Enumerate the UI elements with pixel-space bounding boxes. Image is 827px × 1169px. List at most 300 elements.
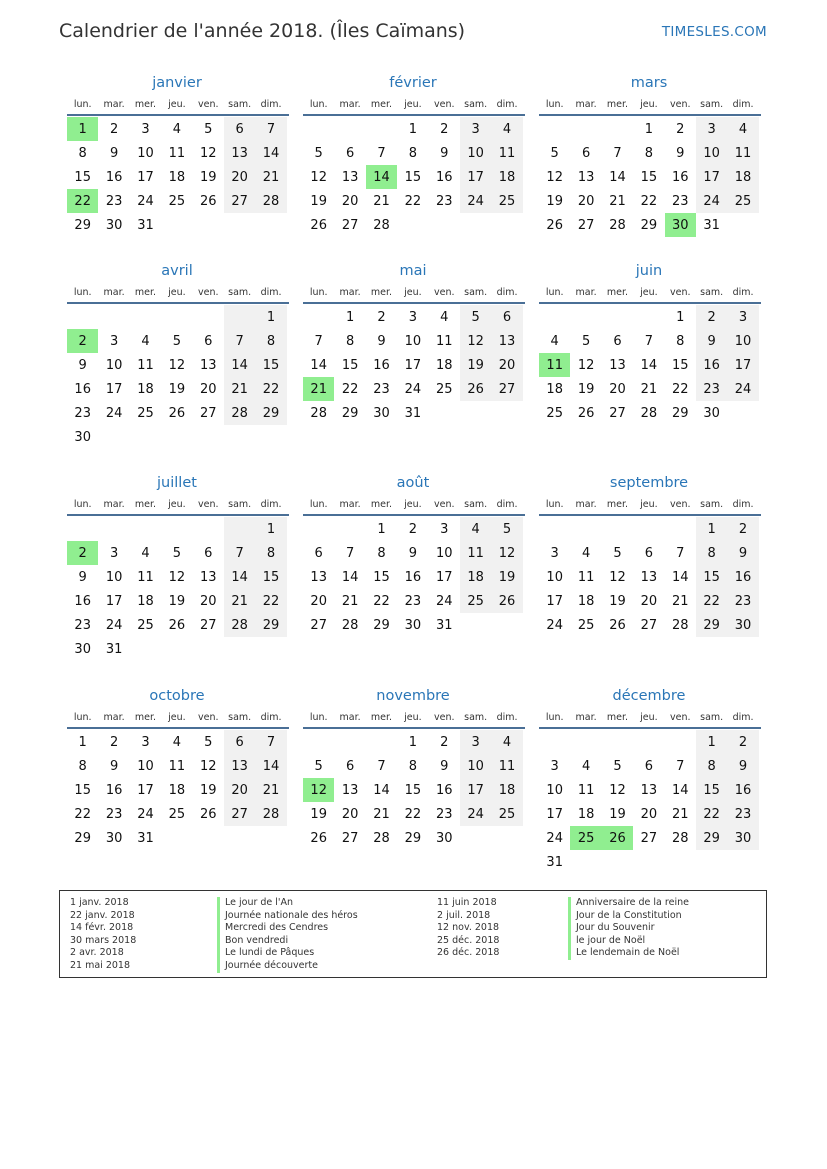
day-cell[interactable]: 14: [341, 569, 359, 585]
day-cell[interactable]: 13: [609, 357, 626, 373]
day-cell[interactable]: 4: [440, 309, 449, 325]
day-cell[interactable]: 8: [644, 145, 653, 161]
day-cell[interactable]: 25: [546, 405, 563, 421]
day-cell[interactable]: 11: [539, 353, 570, 377]
day-cell[interactable]: 20: [199, 593, 217, 609]
day-cell[interactable]: 11: [727, 141, 758, 165]
day-cell[interactable]: 20: [609, 381, 626, 397]
day-cell[interactable]: 2: [408, 521, 417, 537]
day-cell[interactable]: 7: [255, 117, 286, 141]
day-cell[interactable]: 18: [460, 565, 491, 589]
day-cell[interactable]: 26: [168, 405, 186, 421]
day-cell[interactable]: 21: [224, 589, 255, 613]
day-cell[interactable]: 18: [137, 593, 154, 609]
day-cell[interactable]: 3: [109, 333, 119, 349]
day-cell[interactable]: 8: [255, 541, 286, 565]
day-cell[interactable]: 22: [671, 381, 689, 397]
day-cell[interactable]: 11: [435, 333, 453, 349]
day-cell[interactable]: 28: [640, 405, 658, 421]
day-cell[interactable]: 29: [373, 617, 390, 633]
day-cell[interactable]: 18: [491, 165, 522, 189]
day-cell[interactable]: 24: [137, 806, 154, 822]
day-cell[interactable]: 14: [224, 565, 255, 589]
day-cell[interactable]: 4: [141, 333, 150, 349]
day-cell[interactable]: 3: [440, 521, 449, 537]
day-cell[interactable]: 12: [609, 569, 626, 585]
day-cell[interactable]: 16: [373, 357, 390, 373]
day-cell[interactable]: 19: [168, 593, 186, 609]
day-cell[interactable]: 14: [671, 569, 689, 585]
day-cell[interactable]: 9: [696, 329, 727, 353]
day-cell[interactable]: 9: [109, 145, 119, 161]
day-cell[interactable]: 20: [310, 593, 327, 609]
day-cell[interactable]: 15: [404, 782, 422, 798]
day-cell[interactable]: 7: [613, 145, 622, 161]
day-cell[interactable]: 5: [613, 545, 622, 561]
day-cell[interactable]: 30: [373, 405, 390, 421]
day-cell[interactable]: 10: [137, 145, 154, 161]
day-cell[interactable]: 27: [310, 617, 327, 633]
day-cell[interactable]: 11: [137, 569, 154, 585]
day-cell[interactable]: 23: [105, 806, 123, 822]
day-cell[interactable]: 10: [105, 569, 123, 585]
day-cell[interactable]: 29: [696, 826, 727, 850]
day-cell[interactable]: 12: [168, 357, 186, 373]
day-cell[interactable]: 16: [696, 353, 727, 377]
day-cell[interactable]: 12: [546, 169, 563, 185]
day-cell[interactable]: 6: [345, 758, 355, 774]
day-cell[interactable]: 17: [137, 169, 154, 185]
day-cell[interactable]: 26: [609, 617, 626, 633]
day-cell[interactable]: 1: [696, 517, 727, 541]
day-cell[interactable]: 31: [703, 217, 720, 233]
day-cell[interactable]: 24: [696, 189, 727, 213]
day-cell[interactable]: 29: [404, 830, 422, 846]
day-cell[interactable]: 24: [460, 802, 491, 826]
day-cell[interactable]: 10: [460, 754, 491, 778]
day-cell[interactable]: 28: [373, 217, 390, 233]
day-cell[interactable]: 5: [204, 734, 213, 750]
day-cell[interactable]: 21: [671, 806, 689, 822]
day-cell[interactable]: 20: [577, 193, 595, 209]
day-cell[interactable]: 5: [314, 758, 323, 774]
day-cell[interactable]: 24: [105, 617, 123, 633]
day-cell[interactable]: 29: [341, 405, 359, 421]
day-cell[interactable]: 25: [570, 826, 601, 850]
day-cell[interactable]: 28: [671, 830, 689, 846]
day-cell[interactable]: 2: [67, 329, 98, 353]
day-cell[interactable]: 21: [373, 806, 390, 822]
day-cell[interactable]: 12: [199, 758, 217, 774]
day-cell[interactable]: 8: [676, 333, 685, 349]
day-cell[interactable]: 22: [255, 589, 286, 613]
day-cell[interactable]: 4: [581, 545, 591, 561]
day-cell[interactable]: 18: [137, 381, 154, 397]
day-cell[interactable]: 24: [460, 189, 491, 213]
day-cell[interactable]: 5: [550, 145, 559, 161]
day-cell[interactable]: 24: [105, 405, 123, 421]
day-cell[interactable]: 2: [109, 121, 119, 137]
day-cell[interactable]: 1: [676, 309, 685, 325]
day-cell[interactable]: 19: [310, 193, 327, 209]
day-cell[interactable]: 21: [341, 593, 359, 609]
day-cell[interactable]: 26: [546, 217, 563, 233]
day-cell[interactable]: 25: [577, 617, 595, 633]
day-cell[interactable]: 19: [609, 806, 626, 822]
day-cell[interactable]: 2: [67, 541, 98, 565]
day-cell[interactable]: 24: [546, 830, 563, 846]
day-cell[interactable]: 27: [224, 189, 255, 213]
day-cell[interactable]: 3: [550, 545, 559, 561]
day-cell[interactable]: 22: [341, 381, 359, 397]
day-cell[interactable]: 6: [613, 333, 622, 349]
day-cell[interactable]: 29: [255, 401, 286, 425]
day-cell[interactable]: 27: [224, 802, 255, 826]
day-cell[interactable]: 19: [577, 381, 595, 397]
day-cell[interactable]: 29: [74, 830, 91, 846]
day-cell[interactable]: 16: [727, 565, 758, 589]
day-cell[interactable]: 24: [435, 593, 453, 609]
day-cell[interactable]: 6: [204, 545, 213, 561]
day-cell[interactable]: 2: [440, 121, 449, 137]
day-cell[interactable]: 15: [373, 569, 390, 585]
day-cell[interactable]: 4: [550, 333, 559, 349]
day-cell[interactable]: 30: [74, 429, 91, 445]
day-cell[interactable]: 8: [696, 541, 727, 565]
day-cell[interactable]: 24: [546, 617, 563, 633]
day-cell[interactable]: 14: [373, 782, 390, 798]
day-cell[interactable]: 3: [460, 730, 491, 754]
day-cell[interactable]: 28: [310, 405, 327, 421]
day-cell[interactable]: 28: [255, 189, 286, 213]
day-cell[interactable]: 7: [676, 758, 685, 774]
day-cell[interactable]: 18: [491, 778, 522, 802]
day-cell[interactable]: 7: [676, 545, 685, 561]
day-cell[interactable]: 31: [435, 617, 453, 633]
day-cell[interactable]: 3: [109, 545, 119, 561]
day-cell[interactable]: 12: [303, 778, 334, 802]
day-cell[interactable]: 26: [460, 377, 491, 401]
day-cell[interactable]: 4: [141, 545, 150, 561]
day-cell[interactable]: 31: [137, 217, 154, 233]
day-cell[interactable]: 28: [671, 617, 689, 633]
day-cell[interactable]: 19: [609, 593, 626, 609]
day-cell[interactable]: 8: [408, 758, 417, 774]
day-cell[interactable]: 7: [345, 545, 355, 561]
day-cell[interactable]: 16: [74, 593, 91, 609]
day-cell[interactable]: 21: [671, 593, 689, 609]
day-cell[interactable]: 2: [109, 734, 119, 750]
day-cell[interactable]: 10: [460, 141, 491, 165]
day-cell[interactable]: 7: [224, 541, 255, 565]
day-cell[interactable]: 12: [460, 329, 491, 353]
day-cell[interactable]: 6: [204, 333, 213, 349]
day-cell[interactable]: 21: [373, 193, 390, 209]
day-cell[interactable]: 9: [440, 758, 449, 774]
day-cell[interactable]: 10: [546, 782, 563, 798]
day-cell[interactable]: 9: [727, 541, 758, 565]
day-cell[interactable]: 3: [550, 758, 559, 774]
day-cell[interactable]: 25: [727, 189, 758, 213]
day-cell[interactable]: 30: [665, 213, 696, 237]
day-cell[interactable]: 10: [404, 333, 422, 349]
day-cell[interactable]: 27: [609, 405, 626, 421]
day-cell[interactable]: 5: [581, 333, 591, 349]
day-cell[interactable]: 3: [696, 117, 727, 141]
day-cell[interactable]: 26: [491, 589, 522, 613]
day-cell[interactable]: 22: [74, 806, 91, 822]
day-cell[interactable]: 13: [310, 569, 327, 585]
day-cell[interactable]: 3: [141, 734, 150, 750]
day-cell[interactable]: 12: [577, 357, 595, 373]
day-cell[interactable]: 5: [613, 758, 622, 774]
day-cell[interactable]: 21: [255, 778, 286, 802]
day-cell[interactable]: 29: [696, 613, 727, 637]
day-cell[interactable]: 15: [696, 778, 727, 802]
day-cell[interactable]: 15: [696, 565, 727, 589]
day-cell[interactable]: 10: [696, 141, 727, 165]
day-cell[interactable]: 30: [105, 217, 123, 233]
day-cell[interactable]: 21: [609, 193, 626, 209]
day-cell[interactable]: 2: [727, 517, 758, 541]
day-cell[interactable]: 31: [105, 641, 123, 657]
day-cell[interactable]: 9: [109, 758, 119, 774]
day-cell[interactable]: 22: [696, 589, 727, 613]
day-cell[interactable]: 17: [696, 165, 727, 189]
day-cell[interactable]: 16: [404, 569, 422, 585]
day-cell[interactable]: 25: [168, 806, 186, 822]
day-cell[interactable]: 17: [137, 782, 154, 798]
day-cell[interactable]: 21: [255, 165, 286, 189]
day-cell[interactable]: 7: [255, 730, 286, 754]
day-cell[interactable]: 27: [199, 405, 217, 421]
day-cell[interactable]: 24: [404, 381, 422, 397]
day-cell[interactable]: 28: [373, 830, 390, 846]
day-cell[interactable]: 25: [137, 617, 154, 633]
day-cell[interactable]: 29: [640, 217, 658, 233]
day-cell[interactable]: 17: [460, 778, 491, 802]
day-cell[interactable]: 28: [224, 613, 255, 637]
day-cell[interactable]: 12: [609, 782, 626, 798]
day-cell[interactable]: 6: [644, 758, 653, 774]
day-cell[interactable]: 12: [199, 145, 217, 161]
day-cell[interactable]: 1: [78, 734, 87, 750]
day-cell[interactable]: 23: [74, 405, 91, 421]
day-cell[interactable]: 15: [74, 169, 91, 185]
day-cell[interactable]: 4: [581, 758, 591, 774]
day-cell[interactable]: 16: [727, 778, 758, 802]
day-cell[interactable]: 4: [172, 121, 181, 137]
day-cell[interactable]: 11: [491, 141, 522, 165]
day-cell[interactable]: 1: [408, 121, 417, 137]
day-cell[interactable]: 13: [341, 782, 359, 798]
day-cell[interactable]: 1: [408, 734, 417, 750]
day-cell[interactable]: 22: [696, 802, 727, 826]
day-cell[interactable]: 16: [435, 782, 453, 798]
day-cell[interactable]: 2: [377, 309, 386, 325]
day-cell[interactable]: 19: [491, 565, 522, 589]
day-cell[interactable]: 20: [640, 593, 658, 609]
day-cell[interactable]: 25: [491, 189, 522, 213]
day-cell[interactable]: 28: [224, 401, 255, 425]
day-cell[interactable]: 7: [224, 329, 255, 353]
day-cell[interactable]: 14: [310, 357, 327, 373]
day-cell[interactable]: 4: [460, 517, 491, 541]
day-cell[interactable]: 27: [640, 830, 658, 846]
day-cell[interactable]: 19: [460, 353, 491, 377]
day-cell[interactable]: 23: [404, 593, 422, 609]
day-cell[interactable]: 1: [67, 117, 98, 141]
day-cell[interactable]: 6: [644, 545, 653, 561]
day-cell[interactable]: 4: [491, 117, 522, 141]
day-cell[interactable]: 1: [345, 309, 355, 325]
day-cell[interactable]: 22: [404, 193, 422, 209]
day-cell[interactable]: 14: [366, 165, 397, 189]
day-cell[interactable]: 9: [377, 333, 386, 349]
day-cell[interactable]: 6: [345, 145, 355, 161]
day-cell[interactable]: 9: [408, 545, 417, 561]
day-cell[interactable]: 5: [460, 305, 491, 329]
day-cell[interactable]: 16: [671, 169, 689, 185]
day-cell[interactable]: 6: [314, 545, 323, 561]
day-cell[interactable]: 18: [168, 169, 186, 185]
day-cell[interactable]: 20: [491, 353, 522, 377]
day-cell[interactable]: 11: [491, 754, 522, 778]
day-cell[interactable]: 28: [341, 617, 359, 633]
day-cell[interactable]: 6: [224, 730, 255, 754]
day-cell[interactable]: 6: [581, 145, 591, 161]
day-cell[interactable]: 30: [727, 613, 758, 637]
day-cell[interactable]: 3: [460, 117, 491, 141]
brand-link[interactable]: TIMESLES.COM: [661, 24, 767, 40]
day-cell[interactable]: 17: [105, 381, 123, 397]
day-cell[interactable]: 26: [310, 830, 327, 846]
day-cell[interactable]: 13: [224, 141, 255, 165]
day-cell[interactable]: 10: [727, 329, 758, 353]
day-cell[interactable]: 17: [105, 593, 123, 609]
day-cell[interactable]: 27: [491, 377, 522, 401]
day-cell[interactable]: 15: [341, 357, 359, 373]
day-cell[interactable]: 22: [404, 806, 422, 822]
day-cell[interactable]: 1: [696, 730, 727, 754]
day-cell[interactable]: 9: [440, 145, 449, 161]
day-cell[interactable]: 29: [671, 405, 689, 421]
day-cell[interactable]: 7: [314, 333, 323, 349]
day-cell[interactable]: 15: [404, 169, 422, 185]
day-cell[interactable]: 15: [74, 782, 91, 798]
day-cell[interactable]: 20: [341, 193, 359, 209]
day-cell[interactable]: 30: [74, 641, 91, 657]
day-cell[interactable]: 30: [727, 826, 758, 850]
day-cell[interactable]: 23: [727, 589, 758, 613]
day-cell[interactable]: 31: [404, 405, 422, 421]
day-cell[interactable]: 10: [546, 569, 563, 585]
day-cell[interactable]: 22: [255, 377, 286, 401]
day-cell[interactable]: 25: [137, 405, 154, 421]
day-cell[interactable]: 6: [491, 305, 522, 329]
day-cell[interactable]: 17: [546, 806, 563, 822]
day-cell[interactable]: 26: [199, 806, 217, 822]
day-cell[interactable]: 22: [67, 189, 98, 213]
day-cell[interactable]: 13: [199, 357, 217, 373]
day-cell[interactable]: 19: [310, 806, 327, 822]
day-cell[interactable]: 5: [491, 517, 522, 541]
day-cell[interactable]: 14: [255, 141, 286, 165]
day-cell[interactable]: 13: [224, 754, 255, 778]
day-cell[interactable]: 29: [255, 613, 286, 637]
day-cell[interactable]: 2: [696, 305, 727, 329]
day-cell[interactable]: 19: [199, 169, 217, 185]
day-cell[interactable]: 26: [602, 826, 633, 850]
day-cell[interactable]: 2: [727, 730, 758, 754]
day-cell[interactable]: 3: [408, 309, 417, 325]
day-cell[interactable]: 15: [671, 357, 689, 373]
day-cell[interactable]: 18: [435, 357, 453, 373]
day-cell[interactable]: 5: [204, 121, 213, 137]
day-cell[interactable]: 17: [546, 593, 563, 609]
day-cell[interactable]: 25: [460, 589, 491, 613]
day-cell[interactable]: 4: [727, 117, 758, 141]
day-cell[interactable]: 8: [255, 329, 286, 353]
day-cell[interactable]: 16: [105, 782, 123, 798]
day-cell[interactable]: 17: [460, 165, 491, 189]
day-cell[interactable]: 1: [255, 305, 286, 329]
day-cell[interactable]: 8: [408, 145, 417, 161]
day-cell[interactable]: 5: [314, 145, 323, 161]
day-cell[interactable]: 2: [440, 734, 449, 750]
day-cell[interactable]: 27: [341, 830, 359, 846]
day-cell[interactable]: 21: [303, 377, 334, 401]
day-cell[interactable]: 18: [168, 782, 186, 798]
day-cell[interactable]: 19: [168, 381, 186, 397]
day-cell[interactable]: 2: [676, 121, 685, 137]
day-cell[interactable]: 6: [224, 117, 255, 141]
day-cell[interactable]: 28: [609, 217, 626, 233]
day-cell[interactable]: 9: [676, 145, 685, 161]
day-cell[interactable]: 11: [577, 782, 595, 798]
day-cell[interactable]: 26: [310, 217, 327, 233]
day-cell[interactable]: 8: [696, 754, 727, 778]
day-cell[interactable]: 10: [137, 758, 154, 774]
day-cell[interactable]: 11: [137, 357, 154, 373]
day-cell[interactable]: 14: [640, 357, 658, 373]
day-cell[interactable]: 24: [137, 193, 154, 209]
day-cell[interactable]: 25: [435, 381, 453, 397]
day-cell[interactable]: 13: [640, 569, 658, 585]
day-cell[interactable]: 23: [373, 381, 390, 397]
day-cell[interactable]: 26: [577, 405, 595, 421]
day-cell[interactable]: 12: [168, 569, 186, 585]
day-cell[interactable]: 3: [141, 121, 150, 137]
day-cell[interactable]: 9: [78, 357, 87, 373]
day-cell[interactable]: 18: [577, 806, 595, 822]
day-cell[interactable]: 31: [137, 830, 154, 846]
day-cell[interactable]: 27: [341, 217, 359, 233]
day-cell[interactable]: 16: [105, 169, 123, 185]
day-cell[interactable]: 27: [577, 217, 595, 233]
day-cell[interactable]: 9: [78, 569, 87, 585]
day-cell[interactable]: 31: [546, 854, 563, 870]
day-cell[interactable]: 1: [644, 121, 653, 137]
day-cell[interactable]: 15: [255, 565, 286, 589]
day-cell[interactable]: 22: [640, 193, 658, 209]
day-cell[interactable]: 10: [105, 357, 123, 373]
day-cell[interactable]: 23: [435, 806, 453, 822]
day-cell[interactable]: 4: [491, 730, 522, 754]
day-cell[interactable]: 27: [640, 617, 658, 633]
day-cell[interactable]: 30: [703, 405, 720, 421]
day-cell[interactable]: 25: [491, 802, 522, 826]
